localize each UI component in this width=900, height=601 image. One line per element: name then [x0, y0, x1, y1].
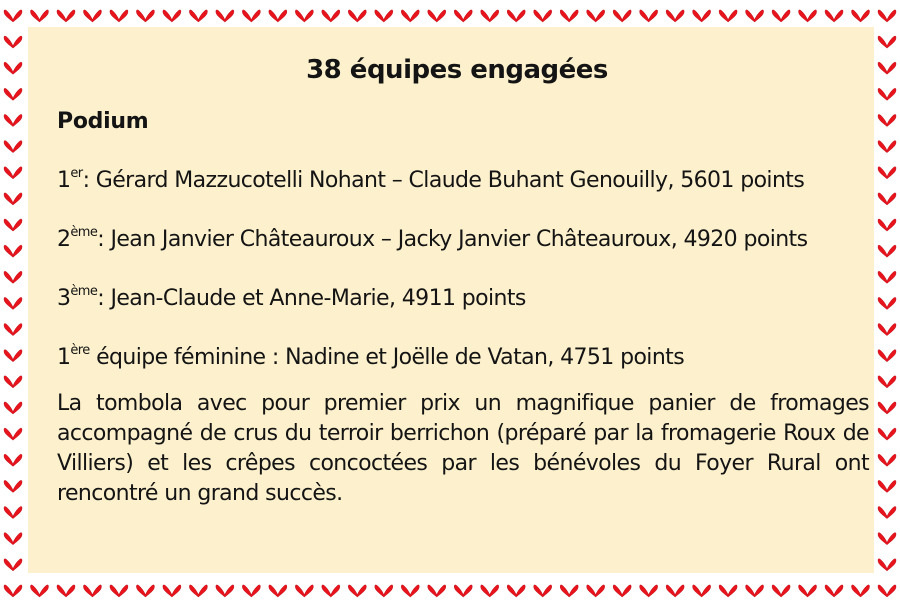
- heart-icon: [57, 10, 75, 22]
- heart-icon: [560, 585, 578, 597]
- heart-icon: [4, 271, 22, 283]
- result-rank: 3: [57, 286, 71, 311]
- page-title: 38 équipes engagées: [306, 55, 608, 85]
- heart-icon: [295, 585, 313, 597]
- result-rank: 1: [57, 345, 71, 370]
- heart-icon: [454, 585, 472, 597]
- heart-icon: [428, 585, 446, 597]
- heart-icon: [772, 585, 790, 597]
- heart-icon: [242, 10, 260, 22]
- heart-icon: [322, 585, 340, 597]
- heart-icon: [507, 585, 525, 597]
- heart-icon: [852, 10, 870, 22]
- heart-icon: [4, 454, 22, 466]
- content: [57, 48, 869, 509]
- heart-icon: [83, 585, 101, 597]
- heart-icon: [640, 585, 658, 597]
- heart-icon: [878, 167, 896, 179]
- heart-icon: [30, 10, 48, 22]
- heart-icon: [4, 193, 22, 205]
- result-line-1: [57, 166, 869, 196]
- heart-icon: [507, 10, 525, 22]
- result-rank: 1: [57, 168, 71, 193]
- heart-icon: [587, 585, 605, 597]
- heart-icon: [878, 402, 896, 414]
- heart-icon: [428, 10, 446, 22]
- heart-icon: [4, 585, 22, 597]
- heart-icon: [401, 10, 419, 22]
- heart-icon: [4, 167, 22, 179]
- heart-icon: [878, 480, 896, 492]
- heart-icon: [746, 585, 764, 597]
- heart-icon: [4, 428, 22, 440]
- heart-icon: [799, 10, 817, 22]
- heart-icon: [348, 585, 366, 597]
- result-text: : Gérard Mazzucotelli Nohant – Claude Buhant Genouilly, 5601 points: [82, 168, 805, 193]
- heart-icon: [4, 376, 22, 388]
- heart-icon: [878, 533, 896, 545]
- heart-icon: [30, 585, 48, 597]
- heart-icon: [375, 585, 393, 597]
- heart-icon: [454, 10, 472, 22]
- heart-icon: [136, 585, 154, 597]
- heart-icon: [4, 10, 22, 22]
- heart-icon: [878, 324, 896, 336]
- heart-icon: [560, 10, 578, 22]
- heart-icon: [825, 10, 843, 22]
- heart-icon: [825, 585, 843, 597]
- heart-icon: [136, 10, 154, 22]
- heart-icon: [534, 10, 552, 22]
- heart-icon: [4, 533, 22, 545]
- heart-icon: [4, 480, 22, 492]
- heart-icon: [269, 10, 287, 22]
- heart-icon: [4, 245, 22, 257]
- result-line-2: [57, 225, 869, 255]
- heart-icon: [110, 585, 128, 597]
- heart-icon: [878, 36, 896, 48]
- heart-icon: [878, 141, 896, 153]
- heart-icon: [878, 585, 896, 597]
- heart-icon: [216, 10, 234, 22]
- result-line-3: [57, 284, 869, 314]
- heart-icon: [799, 585, 817, 597]
- result-text: : Jean Janvier Châteauroux – Jacky Janvier Châteauroux, 4920 points: [97, 227, 808, 252]
- heart-icon: [4, 324, 22, 336]
- heart-icon: [878, 88, 896, 100]
- heart-icon: [189, 585, 207, 597]
- heart-icon: [772, 10, 790, 22]
- heart-icon: [878, 454, 896, 466]
- heart-icon: [693, 585, 711, 597]
- heart-icon: [322, 10, 340, 22]
- heart-icon: [481, 585, 499, 597]
- heart-icon: [4, 350, 22, 362]
- heart-icon: [242, 585, 260, 597]
- result-line-women: [57, 343, 869, 373]
- result-text: équipe féminine : Nadine et Joëlle de Vatan, 4751 points: [89, 345, 685, 370]
- heart-icon: [878, 559, 896, 571]
- heart-icon: [4, 36, 22, 48]
- heart-icon: [666, 10, 684, 22]
- heart-icon: [878, 219, 896, 231]
- heart-icon: [163, 585, 181, 597]
- heart-icon: [348, 10, 366, 22]
- heart-icon: [481, 10, 499, 22]
- heart-icon: [640, 10, 658, 22]
- heart-icon: [4, 62, 22, 74]
- heart-icon: [216, 585, 234, 597]
- heart-icon: [57, 585, 75, 597]
- heart-icon: [269, 585, 287, 597]
- heart-icon: [83, 10, 101, 22]
- heart-icon: [163, 10, 181, 22]
- heart-icon: [878, 10, 896, 22]
- heart-icon: [852, 585, 870, 597]
- heart-icon: [613, 10, 631, 22]
- podium-heading: Podium: [57, 109, 149, 134]
- heart-icon: [878, 193, 896, 205]
- heart-icon: [746, 10, 764, 22]
- heart-icon: [4, 506, 22, 518]
- heart-icon: [4, 402, 22, 414]
- heart-icon: [878, 350, 896, 362]
- heart-icon: [878, 297, 896, 309]
- heart-icon: [110, 10, 128, 22]
- heart-icon: [295, 10, 313, 22]
- heart-icon: [4, 559, 22, 571]
- heart-icon: [375, 10, 393, 22]
- heart-icon: [189, 10, 207, 22]
- heart-icon: [878, 506, 896, 518]
- heart-icon: [534, 585, 552, 597]
- result-rank-suffix: ère: [70, 343, 90, 358]
- heart-icon: [4, 141, 22, 153]
- result-rank-suffix: ème: [70, 225, 98, 240]
- heart-icon: [613, 585, 631, 597]
- heart-icon: [4, 114, 22, 126]
- heart-icon: [587, 10, 605, 22]
- heart-icon: [666, 585, 684, 597]
- heart-icon: [878, 428, 896, 440]
- heart-icon: [719, 10, 737, 22]
- result-rank-suffix: er: [70, 166, 83, 181]
- heart-icon: [878, 271, 896, 283]
- heart-icon: [4, 219, 22, 231]
- heart-icon: [401, 585, 419, 597]
- heart-icon: [693, 10, 711, 22]
- heart-icon: [878, 62, 896, 74]
- heart-icon: [878, 114, 896, 126]
- result-rank-suffix: ème: [70, 284, 98, 299]
- heart-icon: [4, 88, 22, 100]
- heart-icon: [4, 297, 22, 309]
- result-text: : Jean-Claude et Anne-Marie, 4911 points: [97, 286, 526, 311]
- heart-icon: [878, 376, 896, 388]
- result-rank: 2: [57, 227, 71, 252]
- heart-icon: [878, 245, 896, 257]
- tombola-paragraph: La tombola avec pour premier prix un magnifique panier de fromages accompagné de crus du terroir berrichon (préparé par la fromagerie Roux de Villiers) et les crêpes concoctées par les bénévoles du Foyer Rural ont rencontré un grand succès.: [57, 391, 869, 506]
- heart-icon: [719, 585, 737, 597]
